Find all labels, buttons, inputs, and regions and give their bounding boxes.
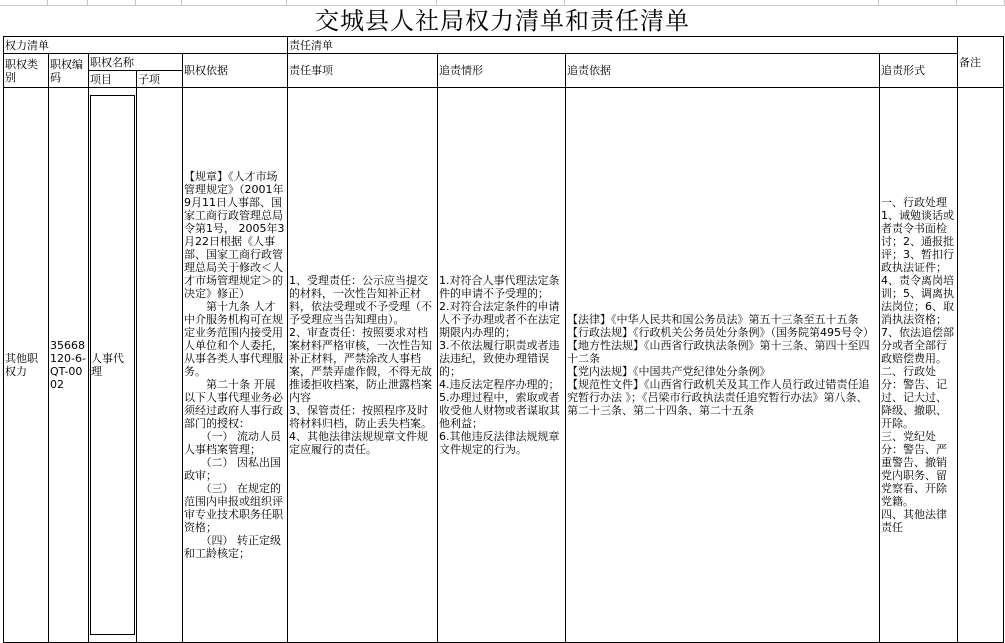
cell-legal-basis[interactable]: [183, 88, 288, 643]
header-power-code[interactable]: 职权编码: [49, 54, 89, 88]
header-responsibility-list[interactable]: 责任清单: [288, 37, 958, 54]
situation-para-1: 1.对符合人事代理法定条件的申请不予受理的；: [439, 274, 560, 300]
cell-accountability-form[interactable]: [880, 88, 958, 643]
basis-para-5: （二） 因私出国政审；: [184, 456, 281, 482]
header-legal-basis[interactable]: 职权依据: [183, 54, 288, 88]
cell-power-code[interactable]: 35668120-6-QT-0002: [49, 88, 89, 643]
form-para-4: 四、其他法律责任: [881, 508, 948, 534]
basis-para-7: （四） 转正定级和工龄核定；: [184, 534, 281, 560]
document-title: 交城县人社局权力清单和责任清单: [315, 7, 690, 35]
header-accountability-situation[interactable]: 追责情形: [438, 54, 566, 88]
cell-accountability-basis[interactable]: [566, 88, 880, 643]
header-remarks[interactable]: 备注: [958, 37, 1004, 88]
header-sub-item[interactable]: 子项: [137, 71, 183, 88]
situation-para-6: 6.其他违反法律法规规章文件规定的行为。: [439, 430, 560, 456]
acc-basis-para-4: 【党内法规】《中国共产党纪律处分条例》: [567, 365, 771, 378]
selected-cell-outline: [90, 95, 135, 635]
duty-para-4: 4、其他法律法规规章文件规定应履行的责任。: [289, 430, 429, 456]
header-item[interactable]: 项目: [89, 71, 137, 88]
acc-basis-para-2: 【行政法规】《行政机关公务员处分条例》（国务院第495号令）: [567, 326, 875, 339]
basis-para-6: （三） 在规定的范围内申报或组织评审专业技术职务任职资格；: [184, 482, 283, 534]
cell-accountability-situation[interactable]: [438, 88, 566, 643]
cell-duty-items[interactable]: [288, 88, 438, 643]
situation-para-5: 5.办理过程中，索取或者收受他人财物或者谋取其他利益；: [439, 391, 561, 430]
header-accountability-basis[interactable]: 追责依据: [566, 54, 880, 88]
basis-para-4: （一） 流动人员人事档案管理；: [184, 430, 281, 456]
cell-remarks[interactable]: [958, 88, 1004, 643]
duty-para-2: 2、审查责任：按照要求对档案材料严格审核，一次性告知补正材料，严禁涂改人事档案，严禁弄虚作假，不得无故推诿拒收档案，防止泄露档案内容: [289, 326, 433, 404]
header-power-name[interactable]: 职权名称: [89, 54, 183, 71]
header-power-category[interactable]: 职权类别: [4, 54, 49, 88]
basis-para-3: 第二十条 开展以下人事代理业务必须经过政府人事行政部门的授权：: [184, 378, 283, 430]
acc-basis-para-5: 【规范性文件】《山西省行政机关及其工作人员行政过错责任追究暂行办法 》；《吕梁市行政执法责任追究暂行办法》第八条、第二十三条、第二十四条、第二十五条: [567, 378, 870, 417]
responsibility-table: [3, 36, 1004, 643]
header-duty-items[interactable]: 责任事项: [288, 54, 438, 88]
cell-sub-item[interactable]: [137, 88, 183, 643]
form-para-2: 二、行政处分：警告、记过、记大过、降级、撤职、开除。: [881, 365, 948, 430]
header-accountability-form[interactable]: 追责形式: [880, 54, 958, 88]
basis-para-2: 第十九条 人才中介服务机构可在规定业务范围内接受用人单位和个人委托，从事各类人事代理服务。: [184, 300, 283, 378]
situation-para-3: 3.不依法履行职责或者违法违纪，致使办理错误的；: [439, 339, 560, 378]
basis-para-1: 【规章】《人才市场管理规定》（2001年9月11日人事部、国家工商行政管理总局令第1号， 2005年3月22日根据《人事部、国家工商行政管理总局关于修改＜人才市场管理规定＞的决定》修正）: [184, 170, 285, 300]
form-para-1: 一、行政处理1、诫勉谈话或者责令书面检讨；2、通报批评；3、暂扣行政执法证件；4、责令离岗培训；5、调离执法岗位；6、取消执法资格；7、依法追偿部分或者全部行政赔偿费用。: [881, 196, 955, 365]
duty-para-1: 1、受理责任：公示应当提交的材料，一次性告知补正材料，依法受理或不予受理（不予受理应当告知理由）。: [289, 274, 433, 326]
cell-item-text: 人事代理: [91, 352, 124, 378]
header-power-list[interactable]: 权力清单: [4, 37, 288, 54]
cell-power-category[interactable]: 其他职权力: [4, 88, 49, 643]
acc-basis-para-1: 【法律】《中华人民共和国公务员法》第五十三条至五十五条: [567, 313, 859, 326]
form-para-3: 三、党纪处分：警告、严重警告、撤销党内职务、留党察看、开除党籍。: [881, 430, 948, 508]
situation-para-2: 2.对符合法定条件的申请人不予办理或者不在法定期限内办理的；: [439, 300, 561, 339]
cell-item[interactable]: [89, 88, 137, 643]
situation-para-4: 4.违反法定程序办理的；: [439, 378, 560, 391]
acc-basis-para-3: 【地方性法规】《山西省行政执法条例》第十三条、第四十至四十二条: [567, 339, 870, 365]
duty-para-3: 3、保管责任：按照程序及时将材料归档，防止丢失档案。: [289, 404, 433, 430]
